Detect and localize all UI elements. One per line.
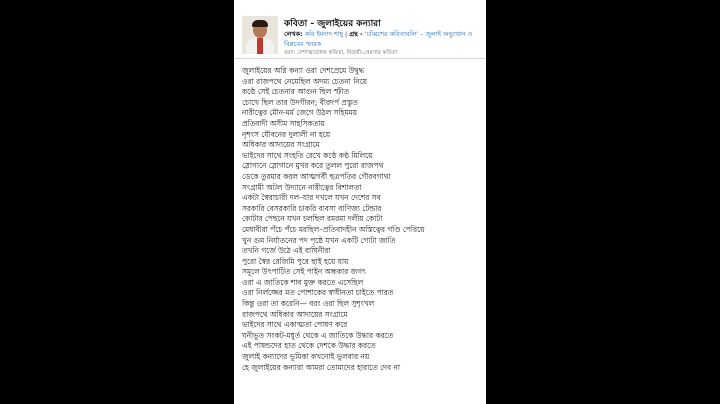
author-label: লেখক: [284, 30, 303, 38]
poem-line: জুলাইয়ের অগ্নি কন্যা ওরা দেশপ্রেমে উদ্বুদ্ধ [242, 66, 365, 75]
poem-line: কিন্তু ওরা তা করেনি— বরং ওরা ছিল সুশৃংখল [242, 299, 375, 309]
poem-line: মেধাবীরা পঁচে পঁচে মরছিল–প্রতিবাদহীন অস্তিত্বের গণ্ডি পেরিয়ে [242, 224, 425, 234]
poem-line: পুরো স্বৈর রেজিমি পুরে ছাই হয়ে যায় [242, 256, 349, 266]
post-title[interactable]: কবিতা - জুলাইয়ের কন্যারা [284, 19, 381, 29]
poem-line: একটা স্বৈরাচারী দল–যার দখলে যখন দেশের সব [242, 193, 381, 203]
photo-hair [252, 20, 268, 27]
post-meta [284, 29, 482, 49]
poem-line: নৃশংস যৌবনের দুলালী না হয়ে [242, 129, 331, 139]
poem-line: খুন গুম নির্যাতনের পদ পৃষ্ঠে যখন একটি গোটা জাতি [242, 235, 396, 245]
poem-line: ওরা এ জাতিকে শাব মুক্ত করতে এসেছিল [242, 277, 364, 287]
poem-line: ওরা নির্লজ্জের মত পোশাকের স্বাধীনতা চাইতে পারত [242, 288, 394, 298]
poem-line: হে জুলাইয়ের কন্যারা আমরা তোমাদের হারাতে দেব না [242, 362, 400, 372]
poem-line: রাজপথে অধিকার আদায়ের সংগ্রামে [242, 309, 348, 319]
photo-scarf [257, 38, 263, 54]
post-header [234, 0, 486, 59]
poem-body [242, 66, 482, 373]
poem-line: কণ্ঠে সেই চেতনার আগুন ছিল স্ফীত [242, 87, 349, 97]
poem-line: প্রতিবাদী অসীম সাহসিকতায় [242, 118, 325, 128]
article-card [234, 0, 486, 404]
poem-line: নারীত্বের মৌন-মর্ম জেগে উঠল সহিমময় [242, 108, 358, 118]
poem-line: জুলাই কন্যাদের ভূমিকা কখনোই ভুলবার নয় [242, 352, 370, 362]
book-name[interactable]: 'চব্বিশের কবিতাবলি' – জুলাই অভ্যুত্থান ও বিপ্লবের স্মারক [284, 30, 473, 48]
book-label: গ্রন্থ - [349, 30, 363, 38]
poem-line: ডেকে তুরমার করল আত্মগর্বী ছত্রপতির গৌরবগাথা [242, 171, 391, 181]
poem-line: এই পাষন্ডদের হাত থেকে দেশকে উদ্ধার করতে [242, 341, 376, 351]
poem-line: সরকারি বেসরকারি চাকরি ব্যবসা বাণিজ্য টেন্ডার [242, 203, 382, 213]
poem-line: ভাইদের সাথে সংহতি রেখে কণ্ঠে কণ্ঠ মিলিয়ে [242, 150, 373, 160]
author-photo[interactable] [242, 16, 278, 54]
poem-line: ওরা রাজপথে নেমেছিল অদম্য চেতনা নিয়ে [242, 76, 368, 86]
poem-line: ভাইদের সাথে একাত্মতা পোষণ করে [242, 320, 348, 330]
poem-line: স্লোগানে স্লোগানে মুখর করে তুলল পুরো রাজপথ [242, 161, 384, 171]
poem-line: কোটার পেছনে যখন চলছিল রমরমা দলীয় কোটা [242, 214, 383, 224]
poem-line: চোখে ছিল তার উদগীরন; বীরদর্প প্রস্তুত [242, 97, 358, 107]
poem-line: সমূলে উৎপাটিত সেই পাইন অন্ধকার জগৎ [242, 267, 366, 277]
poem-line: ঘনীভূত সংকট-মধুর্ত থেকে এ জাতিকে উদ্ধার করতে [242, 330, 394, 340]
meta-separator: | [345, 30, 350, 38]
poem-line: সংগ্রামী অটল উদ্যানে নারীত্বের বিশালতা [242, 182, 362, 192]
post-tags[interactable]: বরণ: দেশাত্মবোধক কবিতা, বিজয়ী-প্রেরণার কবিতা [284, 50, 398, 56]
author-name[interactable]: কবি ইমদাদ শাহ্ [304, 30, 343, 38]
poem-line: অধিকার আদায়ের সংগ্রামে [242, 140, 320, 150]
poem-line: তখনি গর্জে উঠে এই বাঘিনীরা [242, 246, 331, 256]
